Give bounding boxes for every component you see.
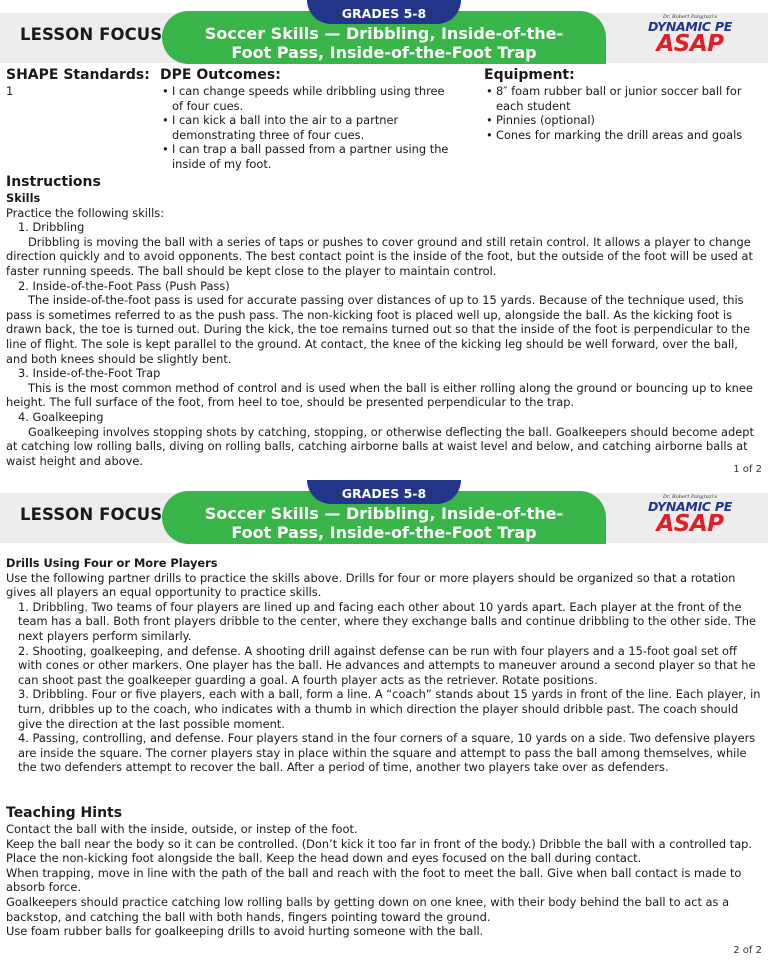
equipment: [484, 67, 762, 142]
skill-title: 4. Goalkeeping: [18, 409, 104, 424]
teaching-hints-section: [6, 805, 762, 939]
equipment-list: [484, 84, 762, 142]
hint-item: Goalkeepers should practice catching low rolling balls by getting down on one knee, with their body behind the ball to act as a backstop, and catching the ball with both hands, fingers pointing toward the ground.: [6, 894, 730, 924]
dpe-item: • I can change speeds while dribbling using three of four cues.: [160, 84, 456, 113]
skill-text: Dribbling is moving the ball with a series of taps or pushes to cover ground and still retain control. It allows a player to change direction quickly and to avoid opponents. The best contact point is the inside of the foot, but the outside of the foot will be used at faster running speeds. The ball should be kept close to the player to maintain control.: [6, 234, 753, 278]
drill-item: 1. Dribbling. Two teams of four players are lined up and facing each other about 10 yards apart. Each player at the front of the team has a ball. Both front players dribble to the center, where they exchange balls and continue dribbling to the other side. The next players perform similarly.: [18, 599, 756, 643]
equipment-item: • 8″ foam rubber ball or junior soccer ball for each student: [484, 84, 762, 113]
lesson-focus-label: LESSON FOCUS: [20, 505, 163, 524]
skill-text: This is the most common method of control and is used when the ball is either rolling along the ground or bouncing up to knee height. The full surface of the foot, from heel to toe, should be presented perpendicular to the trap.: [6, 380, 753, 410]
page-number: 1 of 2: [733, 464, 762, 475]
logo-main: DYNAMIC PE: [648, 19, 732, 34]
skill-title: 1. Dribbling: [18, 220, 85, 235]
lesson-focus-label: LESSON FOCUS: [20, 25, 163, 44]
drill-item: 3. Dribbling. Four or five players, each with a ball, form a line. A “coach” stands about 15 yards in front of the line. Each player, in turn, dribbles up to the coach, who indicates with a thumb in which direction the player should dribble past. The coach should give the direction at the last possible moment.: [18, 687, 761, 731]
lesson-title-line2: Foot Pass, Inside-of-the-Foot Trap: [231, 523, 537, 542]
logo-author: Dr. Robert Pangrazi's: [662, 494, 718, 500]
equipment-item: • Cones for marking the drill areas and goals: [484, 128, 762, 143]
skill-title: 3. Inside-of-the-Foot Trap: [18, 366, 161, 381]
dynamic-pe-asap-logo: [640, 14, 740, 62]
equipment-heading: Equipment:: [484, 67, 575, 83]
logo-author: Dr. Robert Pangrazi's: [662, 14, 718, 20]
skill-text: The inside-of-the-foot pass is used for accurate passing over distances of up to 15 yards. Because of the technique used, this pass is sometimes referred to as the push pass. The non-kicking foot is placed well up, alongside the ball. As the kicking foot is drawn back, the toe is turned out. During the kick, the toe remains turned out so that the inside of the foot is perpendicular to the line of flight. The sole is kept parallel to the ground. At contact, the knee of the kicking leg should be well forward, over the ball, and both knees should be slightly bent.: [6, 293, 751, 366]
instructions-section: [6, 174, 762, 468]
page-header: [0, 0, 768, 64]
dpe-list: [160, 84, 456, 172]
dpe-item: • I can trap a ball passed from a partner using the inside of my foot.: [160, 142, 456, 171]
hint-item: Keep the ball near the body so it can be controlled. (Don’t kick it too far in front of the body.) Dribble the ball with a controlled tap.: [6, 836, 753, 851]
drills-section: [6, 556, 762, 775]
grades-badge: GRADES 5-8: [307, 480, 461, 504]
page-number: 2 of 2: [733, 945, 762, 956]
logo-sub: ASAP: [656, 31, 724, 57]
lesson-title-line1: Soccer Skills — Dribbling, Inside-of-the-: [204, 24, 564, 43]
skills-intro: Practice the following skills:: [6, 205, 165, 220]
instructions-heading: Instructions: [6, 174, 101, 190]
hint-item: Contact the ball with the inside, outside, or instep of the foot.: [6, 822, 358, 836]
hint-item: Place the non-kicking foot alongside the ball. Keep the head down and eyes focused on the ball during contact.: [6, 851, 642, 866]
equipment-item: • Pinnies (optional): [484, 113, 762, 128]
shape-heading: SHAPE Standards:: [6, 67, 150, 83]
standards-section: [6, 67, 762, 177]
skills-heading: Skills: [6, 191, 41, 205]
hints-heading: Teaching Hints: [6, 805, 123, 821]
logo-main: DYNAMIC PE: [648, 499, 732, 514]
hint-item: Use foam rubber balls for goalkeeping drills to avoid hurting someone with the ball.: [6, 924, 484, 939]
grades-badge: GRADES 5-8: [307, 0, 461, 24]
dynamic-pe-asap-logo: [640, 494, 740, 542]
dpe-heading: DPE Outcomes:: [160, 67, 281, 83]
skill-title: 2. Inside-of-the-Foot Pass (Push Pass): [18, 278, 230, 293]
lesson-title-line2: Foot Pass, Inside-of-the-Foot Trap: [231, 43, 537, 62]
lesson-title-line1: Soccer Skills — Dribbling, Inside-of-the-: [204, 504, 564, 523]
lesson-title: [162, 504, 606, 542]
drills-intro: Use the following partner drills to practice the skills above. Drills for four or more players should be organized so that a rotation gives all players an equal opportunity to practice skills.: [6, 570, 736, 600]
lesson-title: [162, 24, 606, 62]
dpe-item: • I can kick a ball into the air to a partner demonstrating three of four cues.: [160, 113, 456, 142]
drill-item: 2. Shooting, goalkeeping, and defense. A shooting drill against defense can be run with four players and a 15-foot goal set off with cones or other markers. One player has the ball. He advances and attempts to maneuver around a second player so that he can shoot past the goalkeeper guarding a goal. A fourth player acts as the retriever. Rotate positions.: [18, 643, 756, 687]
shape-value: 1: [6, 84, 14, 98]
hint-item: When trapping, move in line with the path of the ball and reach with the foot to meet the ball. Give when ball contact is made to absorb force.: [6, 865, 742, 895]
shape-standards: [6, 67, 156, 99]
logo-sub: ASAP: [656, 511, 724, 537]
page-header: [0, 480, 768, 544]
drills-heading: Drills Using Four or More Players: [6, 556, 218, 570]
page-2: [0, 480, 768, 960]
drill-item: 4. Passing, controlling, and defense. Four players stand in the four corners of a square, 10 yards on a side. Two defensive players are inside the square. The corner players stay in place within the square and attempt to pass the ball among themselves, while the two defenders attempt to recover the ball. After a period of time, another two players take over as defenders.: [18, 731, 756, 775]
dpe-outcomes: [160, 67, 456, 172]
skill-text: Goalkeeping involves stopping shots by catching, stopping, or otherwise deflecting the ball. Goalkeepers should become adept at catching low rolling balls, diving on rolling balls, catching airborne balls at waist level and below, and catching airborne balls at waist height and above.: [6, 424, 754, 468]
